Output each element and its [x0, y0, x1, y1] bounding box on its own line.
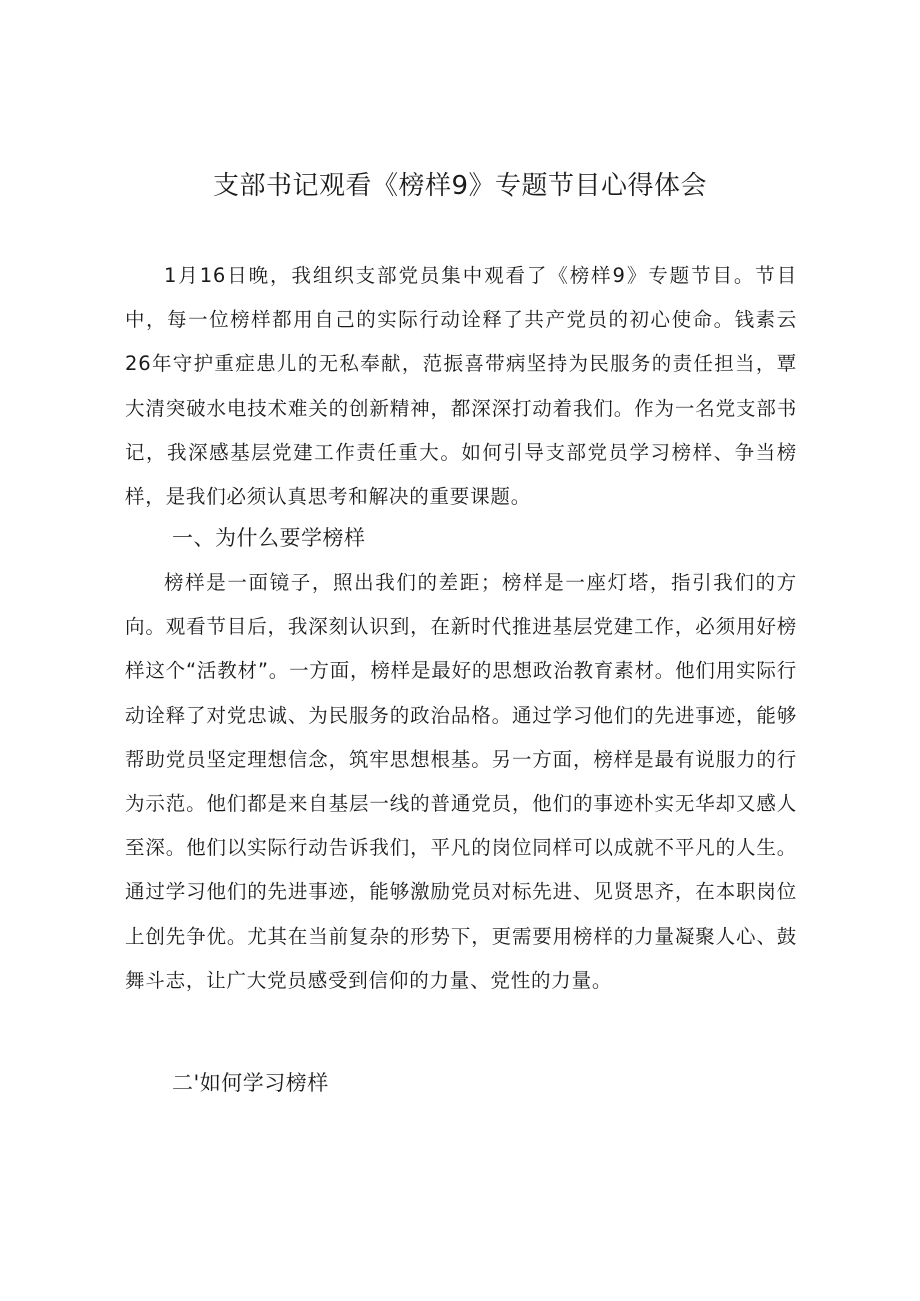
- document-title: 支部书记观看《榜样9》专题节目心得体会: [212, 171, 708, 201]
- intro-paragraph: 1月16日晚，我组织支部党员集中观看了《榜样9》专题节目。节目中，每一位榜样都用自己的实际行动诠释了共产党员的初心使命。钱素云26年守护重症患儿的无私奉献，范振喜带病坚持为民服务的责任担当，覃大清突破水电技术难关的创新精神，都深深打动着我们。作为一名党支部书记，我深感基层党建工作责任重大。如何引导支部党员学习榜样、争当榜样，是我们必须认真思考和解决的重要课题。: [125, 264, 797, 509]
- section-heading-why-learn: 一、为什么要学榜样: [172, 526, 366, 550]
- section-body-why-learn: 榜样是一面镜子，照出我们的差距；榜样是一座灯塔，指引我们的方向。观看节目后，我深刻认识到，在新时代推进基层党建工作，必须用好榜样这个“活教材”。一方面，榜样是最好的思想政治教育素材。他们用实际行动诠释了对党忠诚、为民服务的政治品格。通过学习他们的先进事迹，能够帮助党员坚定理想信念，筑牢思想根基。另一方面，榜样是最有说服力的行为示范。他们都是来自基层一线的普通党员，他们的事迹朴实无华却又感人至深。他们以实际行动告诉我们，平凡的岗位同样可以成就不平凡的人生。通过学习他们的先进事迹，能够激励党员对标先进、见贤思齐，在本职岗位上创先争优。尤其在当前复杂的形势下，更需要用榜样的力量凝聚人心、鼓舞斗志，让广大党员感受到信仰的力量、党性的力量。: [125, 571, 797, 992]
- section-heading-how-learn: 二'如何学习榜样: [172, 1071, 329, 1095]
